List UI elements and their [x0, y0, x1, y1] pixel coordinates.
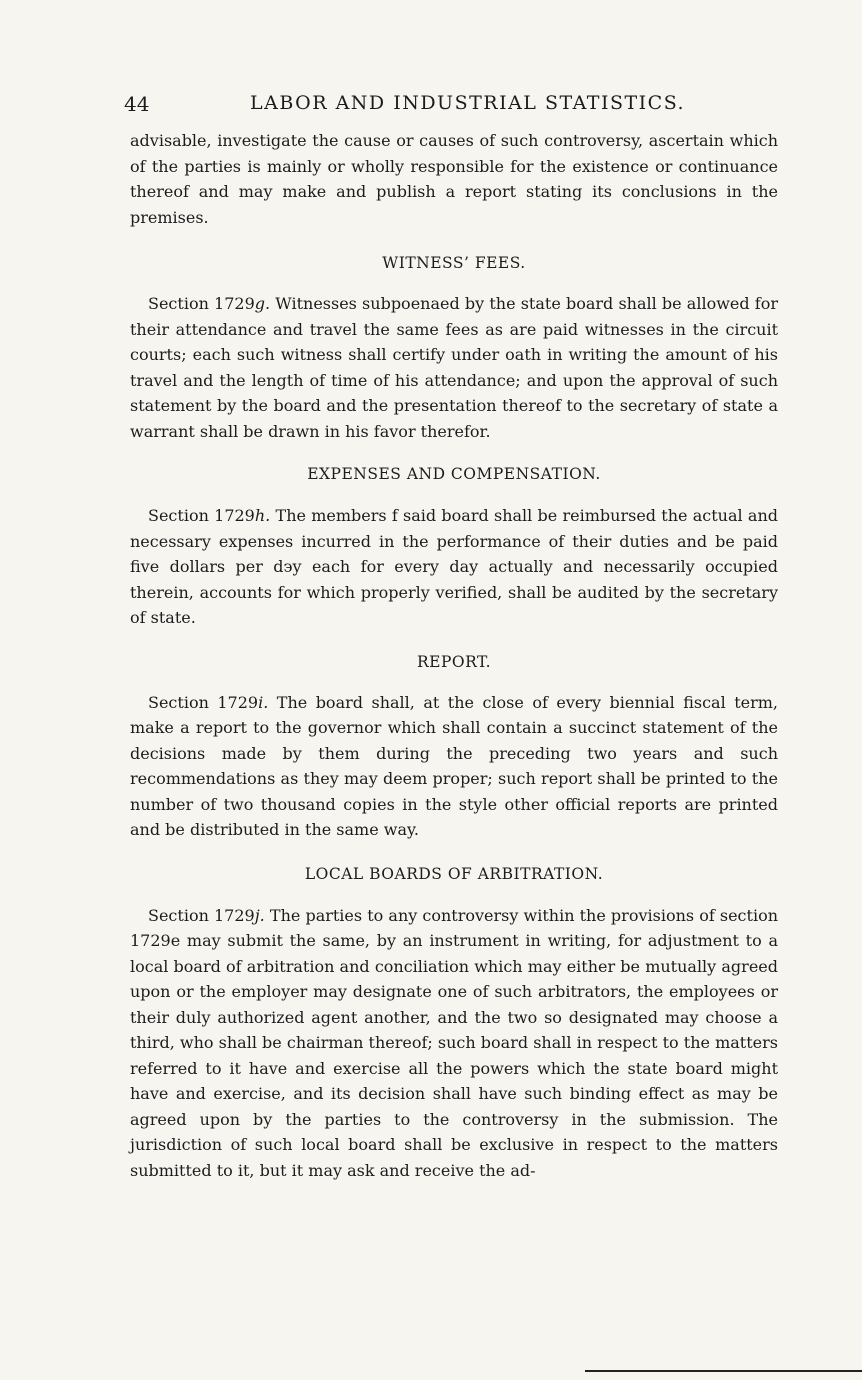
paragraph-report — [130, 690, 778, 843]
running-header — [124, 92, 778, 128]
heading-witness-fees: WITNESS’ FEES. — [382, 254, 526, 272]
section-text: The members f said board shall be reimbursed the actual and necessary expenses incurred in the performance of their duties and be paid five dollars per dэy each for every day actually and necessarily occupied therein, accounts for which properly verified, shall be audited by the secretary of state. — [130, 506, 778, 627]
heading-report: REPORT. — [416, 652, 491, 671]
page-number: 44 — [124, 92, 150, 116]
section-label: Section 1729g. — [148, 294, 271, 313]
paragraph-local-boards — [130, 903, 778, 1184]
heading-expenses-compensation: EXPENSES AND COMPENSATION. — [307, 465, 601, 483]
running-title: LABOR AND INDUSTRIAL STATISTICS. — [250, 92, 686, 114]
section-label: Section 1729j. — [148, 905, 265, 925]
section-label: Section 1729i. — [148, 692, 269, 712]
paragraph-expenses-compensation — [130, 503, 778, 631]
paragraph-witness-fees — [130, 291, 778, 444]
document-page — [124, 92, 779, 1183]
section-label: Section 1729h. — [148, 506, 271, 525]
section-text: The parties to any controversy within the provisions of section 1729e may submit the same, by an instrument in writing, for adjustment to a local board of arbitration and conciliation which may either be mutually agreed upon or the employer may designate one of such arbitrators, the employees or their duly authorized agent another, and the two so designated may choose a third, who shall be chairman thereof; such board shall in respect to the matters referred to it have and exercise all the powers which the state board might have and exercise, and its decision shall have such binding effect as may be agreed upon by the parties to the controversy in the submission. The jurisdiction of such local board shall be exclusive in respect to the matters submitted to it, but it may ask and receive the ad- — [130, 905, 779, 1180]
heading-local-boards: LOCAL BOARDS OF ARBITRATION. — [304, 864, 604, 883]
section-text: Witnesses subpoenaed by the state board shall be allowed for their attendance and travel the same fees as are paid witnesses in the circuit courts; each such witness shall certify under oath in writing the amount of his travel and the length of time of his attendance; and upon the approval of such statement by the board and the presentation thereof to the secretary of state a warrant shall be drawn in his favor therefor. — [130, 294, 779, 441]
scan-edge-rule — [585, 1370, 862, 1372]
section-text: The board shall, at the close of every biennial fiscal term, make a report to the governor which shall contain a succinct statement of the decisions made by them during the preceding two years and such recommendations as they may deem proper; such report shall be printed to the number of two thousand copies in the style other official reports are printed and be distributed in the same way. — [130, 692, 778, 839]
continuation-paragraph: advisable, investigate the cause or causes of such controversy, ascertain which of the parties is mainly or wholly responsible for the existence or continuance thereof and may make and publish a report stating its conclusions in the premises. — [130, 131, 778, 227]
